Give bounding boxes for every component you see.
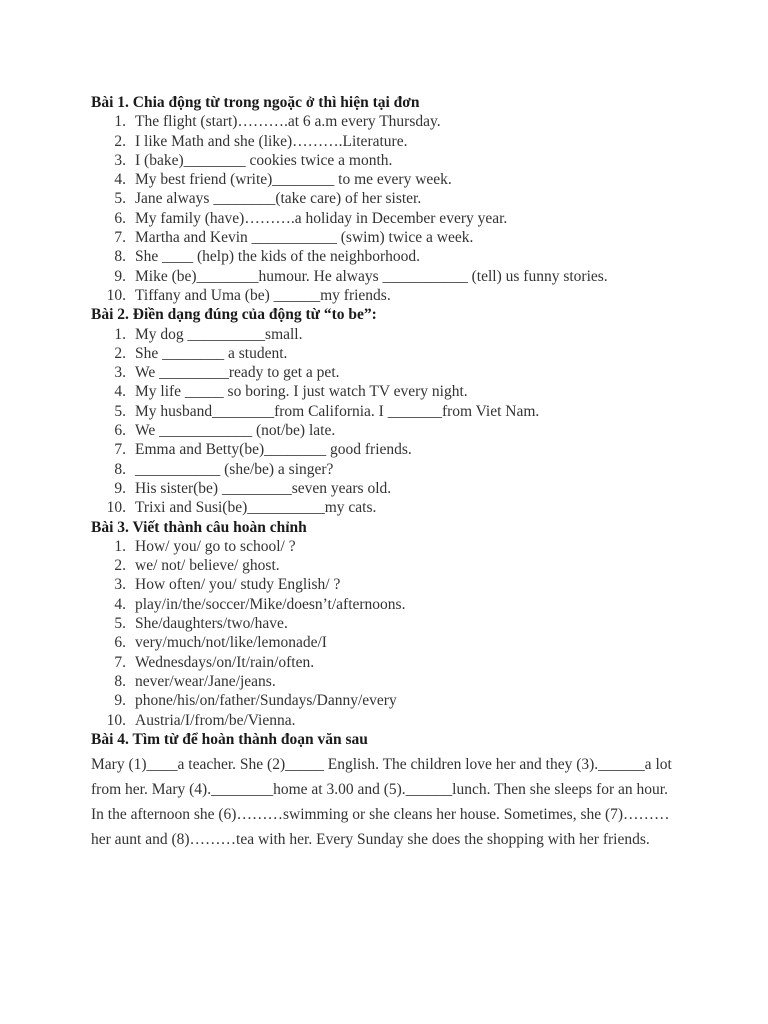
list-item — [91, 170, 691, 189]
item-text: we/ not/ believe/ ghost. — [135, 557, 280, 575]
section-1 — [91, 93, 691, 305]
item-text: very/much/not/like/lemonade/I — [135, 634, 327, 652]
section-4 — [91, 730, 691, 852]
item-number: 7. — [114, 653, 126, 671]
item-number: 2. — [114, 344, 126, 362]
list-item — [91, 537, 691, 556]
list-item — [91, 672, 691, 691]
item-number: 6. — [114, 422, 126, 440]
item-number: 3. — [114, 576, 126, 594]
item-number: 8. — [114, 672, 126, 690]
list-item — [91, 633, 691, 652]
list-item — [91, 460, 691, 479]
item-text: Mike (be)________humour. He always ___________ (tell) us funny stories. — [135, 267, 608, 285]
list-item — [91, 151, 691, 170]
section-3-title: Bài 3. Viết thành câu hoàn chỉnh — [91, 518, 307, 536]
item-text: play/in/the/soccer/Mike/doesn’t/afternoons. — [135, 595, 406, 613]
item-text: She ________ a student. — [135, 344, 288, 362]
list-item — [91, 247, 691, 266]
list-item — [91, 325, 691, 344]
item-text: My dog __________small. — [135, 325, 303, 343]
section-3 — [91, 518, 691, 730]
item-text: Jane always ________(take care) of her sister. — [135, 190, 422, 208]
list-item — [91, 402, 691, 421]
item-number: 5. — [114, 615, 126, 633]
item-number: 3. — [114, 151, 126, 169]
list-item — [91, 711, 691, 730]
item-text: Wednesdays/on/It/rain/often. — [135, 653, 315, 671]
item-text: How/ you/ go to school/ ? — [135, 537, 296, 555]
item-number: 2. — [114, 557, 126, 575]
list-item — [91, 498, 691, 517]
item-number: 9. — [114, 479, 126, 497]
item-number: 6. — [114, 634, 126, 652]
item-text: My life _____ so boring. I just watch TV every night. — [135, 383, 468, 401]
item-text: Tiffany and Uma (be) ______my friends. — [135, 286, 391, 304]
item-number: 10. — [106, 286, 126, 304]
list-item — [91, 653, 691, 672]
item-text: She/daughters/two/have. — [135, 615, 288, 633]
item-number: 6. — [114, 209, 126, 227]
section-1-title: Bài 1. Chia động từ trong ngoặc ở thì hiện tại đơn — [91, 94, 420, 111]
list-item — [91, 691, 691, 710]
list-item — [91, 267, 691, 286]
item-text: My best friend (write)________ to me every week. — [135, 171, 452, 189]
section-3-list — [91, 537, 691, 730]
item-number: 2. — [114, 132, 126, 150]
list-item — [91, 614, 691, 633]
item-text: My husband________from California. I _______from Viet Nam. — [135, 402, 540, 420]
item-text: Martha and Kevin ___________ (swim) twice a week. — [135, 229, 474, 247]
list-item — [91, 479, 691, 498]
list-item — [91, 132, 691, 151]
item-text: phone/his/on/father/Sundays/Danny/every — [135, 692, 397, 710]
item-text: I (bake)________ cookies twice a month. — [135, 151, 393, 169]
item-number: 7. — [114, 229, 126, 247]
section-4-title: Bài 4. Tìm từ để hoàn thành đoạn văn sau — [91, 730, 368, 748]
list-item — [91, 382, 691, 401]
item-text: The flight (start)……….at 6 a.m every Thursday. — [135, 113, 441, 131]
list-item — [91, 595, 691, 614]
item-number: 5. — [114, 190, 126, 208]
item-number: 4. — [114, 383, 126, 401]
item-text: How often/ you/ study English/ ? — [135, 576, 341, 594]
section-2 — [91, 305, 691, 517]
list-item — [91, 286, 691, 305]
item-number: 4. — [114, 171, 126, 189]
item-number: 1. — [114, 113, 126, 131]
item-number: 8. — [114, 460, 126, 478]
list-item — [91, 189, 691, 208]
item-number: 10. — [106, 711, 126, 729]
item-number: 4. — [114, 595, 126, 613]
item-number: 3. — [114, 364, 126, 382]
item-text: Austria/I/from/be/Vienna. — [135, 711, 296, 729]
item-text: We ____________ (not/be) late. — [135, 422, 336, 440]
item-text: never/wear/Jane/jeans. — [135, 672, 276, 690]
list-item — [91, 209, 691, 228]
list-item — [91, 344, 691, 363]
list-item — [91, 575, 691, 594]
item-number: 9. — [114, 692, 126, 710]
item-text: Emma and Betty(be)________ good friends. — [135, 441, 412, 459]
item-text: His sister(be) _________seven years old. — [135, 479, 392, 497]
section-1-list — [91, 112, 691, 305]
list-item — [91, 440, 691, 459]
item-text: Trixi and Susi(be)__________my cats. — [135, 499, 377, 517]
list-item — [91, 556, 691, 575]
item-number: 8. — [114, 248, 126, 266]
item-number: 1. — [114, 537, 126, 555]
item-text: ___________ (she/be) a singer? — [135, 460, 334, 478]
item-text: She ____ (help) the kids of the neighborhood. — [135, 248, 420, 266]
item-number: 5. — [114, 402, 126, 420]
section-2-title: Bài 2. Điền dạng đúng của động từ “to be”: — [91, 306, 377, 324]
list-item — [91, 421, 691, 440]
section-2-list — [91, 325, 691, 518]
item-text: My family (have)……….a holiday in December every year. — [135, 209, 508, 227]
item-text: I like Math and she (like)……….Literature. — [135, 132, 408, 150]
item-number: 9. — [114, 267, 126, 285]
item-text: We _________ready to get a pet. — [135, 364, 340, 382]
worksheet-content — [91, 93, 691, 852]
section-4-paragraph: Mary (1)____a teacher. She (2)_____ English. The children love her and they (3).______a lot from her. Mary (4).________home at 3.00 and (5).______lunch. Then she sleeps for an hour. In the afternoon she (6)………swimming or she cleans her house. Sometimes, she (7)………her aunt and (8)………tea with her. Every Sunday she does the shopping with her friends. — [91, 756, 672, 849]
list-item — [91, 363, 691, 382]
item-number: 1. — [114, 325, 126, 343]
item-number: 10. — [106, 499, 126, 517]
list-item — [91, 228, 691, 247]
item-number: 7. — [114, 441, 126, 459]
list-item — [91, 112, 691, 131]
